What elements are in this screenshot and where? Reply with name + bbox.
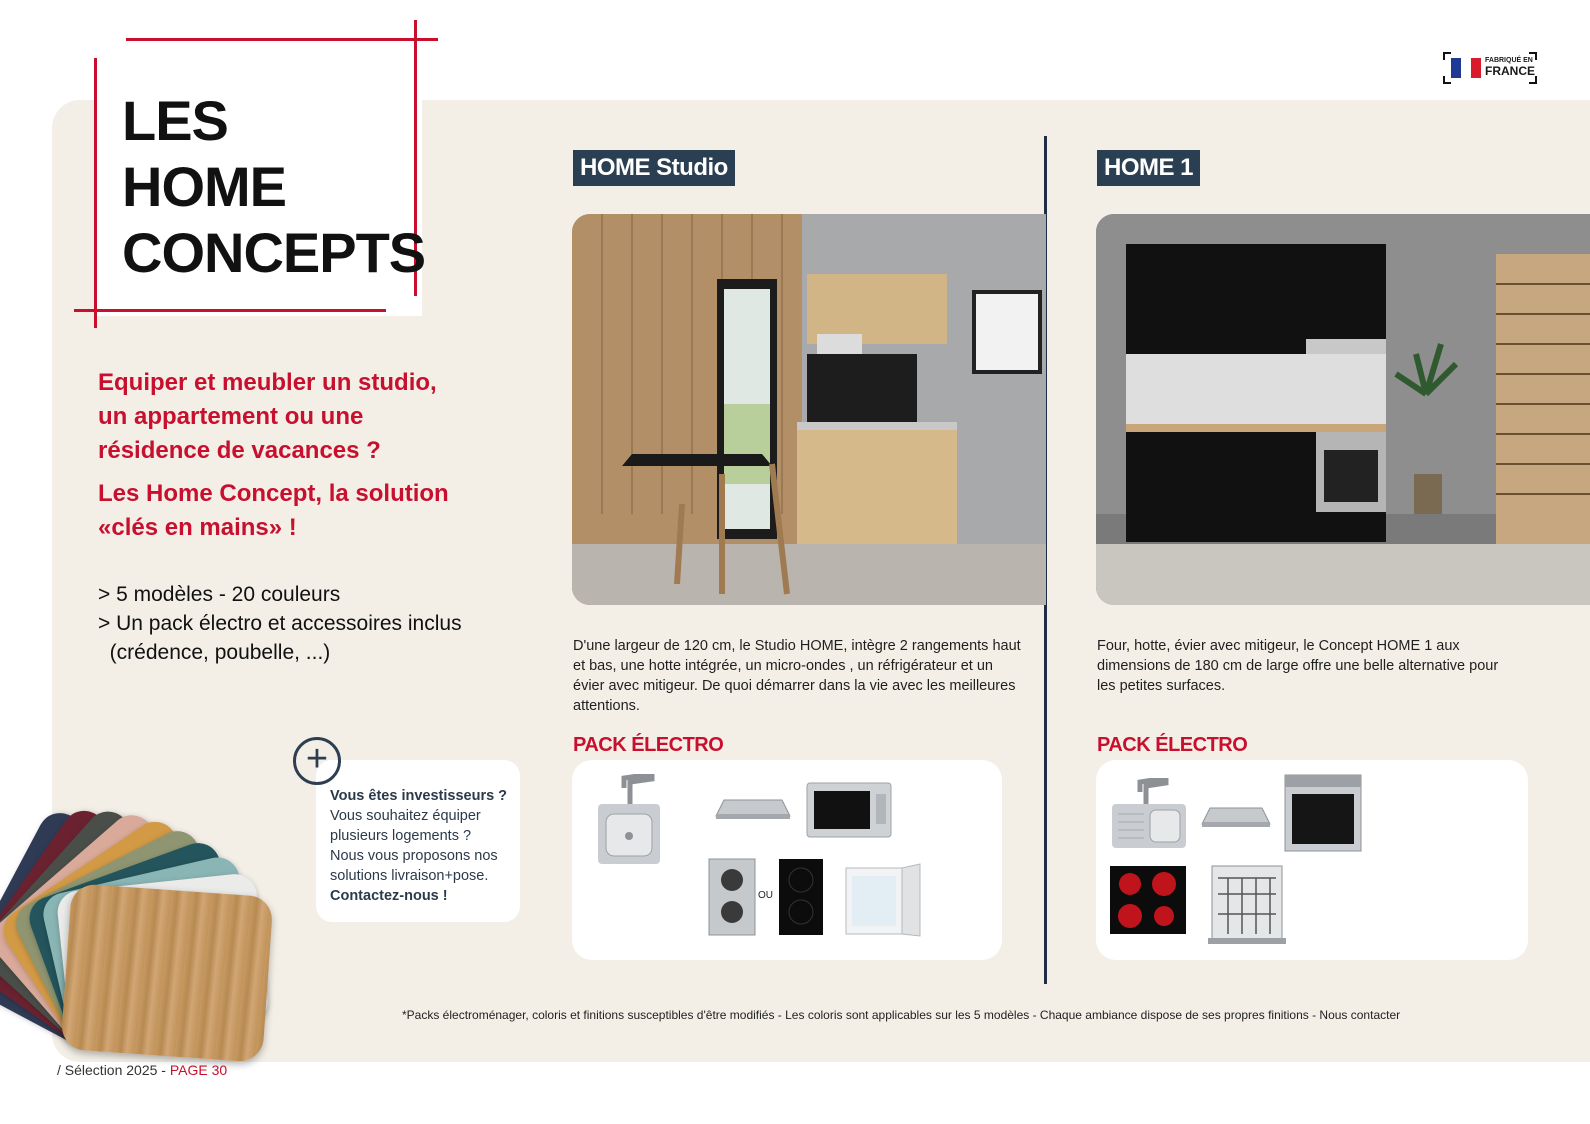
dishwasher-icon (1208, 864, 1286, 946)
intro-question-line: Equiper et meubler un studio, (98, 369, 437, 396)
badge-text-small: FABRIQUÉ EN (1485, 57, 1533, 64)
induction-hob-icon (778, 858, 824, 936)
investor-line: Vous souhaitez équiper (330, 808, 481, 824)
home-studio-description (573, 636, 1021, 716)
ceramic-hob-icon (1110, 866, 1186, 934)
intro-question-line: résidence de vacances ? (98, 437, 381, 464)
page-title (122, 88, 425, 286)
home-1-kitchen-image (1096, 214, 1590, 605)
description-line: et bas, une hotte intégrée, un micro-ondes , un réfrigérateur et un (573, 658, 993, 674)
badge-text-large: FRANCE (1485, 64, 1535, 78)
french-flag-icon (1451, 58, 1481, 78)
home-1-pack-title: PACK ÉLECTRO (1097, 734, 1248, 756)
description-line: évier avec mitigeur. De quoi démarrer dans la vie avec les meilleures (573, 678, 1016, 694)
made-in-france-badge (1443, 52, 1537, 84)
home-1-description (1097, 636, 1498, 696)
home-1-pack-card (1096, 760, 1528, 960)
plus-icon[interactable]: + (293, 737, 341, 785)
footer-prefix: / Sélection 2025 - (57, 1062, 170, 1078)
contact-link[interactable]: Contactez-nous ! (330, 888, 448, 904)
investor-line: plusieurs logements ? (330, 828, 472, 844)
studio-pack-card (572, 760, 1002, 960)
investor-heading: Vous êtes investisseurs ? (330, 788, 508, 804)
wood-swatch (60, 883, 273, 1063)
intro-answer (98, 477, 449, 545)
studio-kitchen-image (572, 214, 1046, 605)
page-number: PAGE 30 (169, 1062, 228, 1078)
title-line-3: CONCEPTS (122, 221, 426, 284)
description-line: les petites surfaces. (1097, 678, 1226, 694)
investor-line: solutions livraison+pose. (330, 868, 489, 884)
microwave-icon (806, 782, 892, 838)
title-line-1: LES (122, 89, 228, 152)
range-hood-icon (1200, 804, 1272, 830)
frame-line-bottom (74, 309, 386, 312)
home-1-tag: HOME 1 (1097, 150, 1200, 186)
description-line: Four, hotte, évier avec mitigeur, le Concept HOME 1 aux (1097, 638, 1460, 654)
feature-item: > 5 modèles - 20 couleurs (98, 583, 341, 606)
feature-item: > Un pack électro et accessoires inclus (98, 612, 462, 635)
refrigerator-icon (844, 862, 924, 938)
description-line: attentions. (573, 698, 640, 714)
range-hood-icon (714, 796, 792, 822)
description-line: dimensions de 180 cm de large offre une belle alternative pour (1097, 658, 1499, 674)
page-footer (57, 1062, 227, 1078)
intro-answer-line: «clés en mains» ! (98, 514, 297, 541)
intro-question-line: un appartement ou une (98, 403, 364, 430)
investor-line: Nous vous proposons nos (330, 848, 498, 864)
sink-icon (1110, 778, 1188, 850)
home-studio-tag: HOME Studio (573, 150, 735, 186)
footnote: *Packs électroménager, coloris et finitions susceptibles d'être modifiés - Les coloris sont applicables sur les 5 modèles - Chaque ambiance dispose de ses propres finitions - Nous contacter (402, 1008, 1401, 1022)
oven-icon (1284, 774, 1362, 852)
intro-answer-line: Les Home Concept, la solution (98, 480, 449, 507)
title-line-2: HOME (122, 155, 286, 218)
gas-hob-icon (708, 858, 756, 936)
home-1-photo (1096, 214, 1590, 605)
home-studio-photo (572, 214, 1046, 605)
or-label: OU (758, 890, 773, 901)
feature-item: (crédence, poubelle, ...) (98, 641, 331, 664)
frame-line-top (126, 38, 438, 41)
intro-question (98, 366, 437, 468)
sink-icon (594, 774, 664, 866)
studio-pack-title: PACK ÉLECTRO (573, 734, 724, 756)
description-line: D'une largeur de 120 cm, le Studio HOME, intègre 2 rangements haut (573, 638, 1021, 654)
frame-line-left (94, 58, 97, 328)
feature-list (98, 580, 462, 667)
investor-text (330, 786, 507, 906)
